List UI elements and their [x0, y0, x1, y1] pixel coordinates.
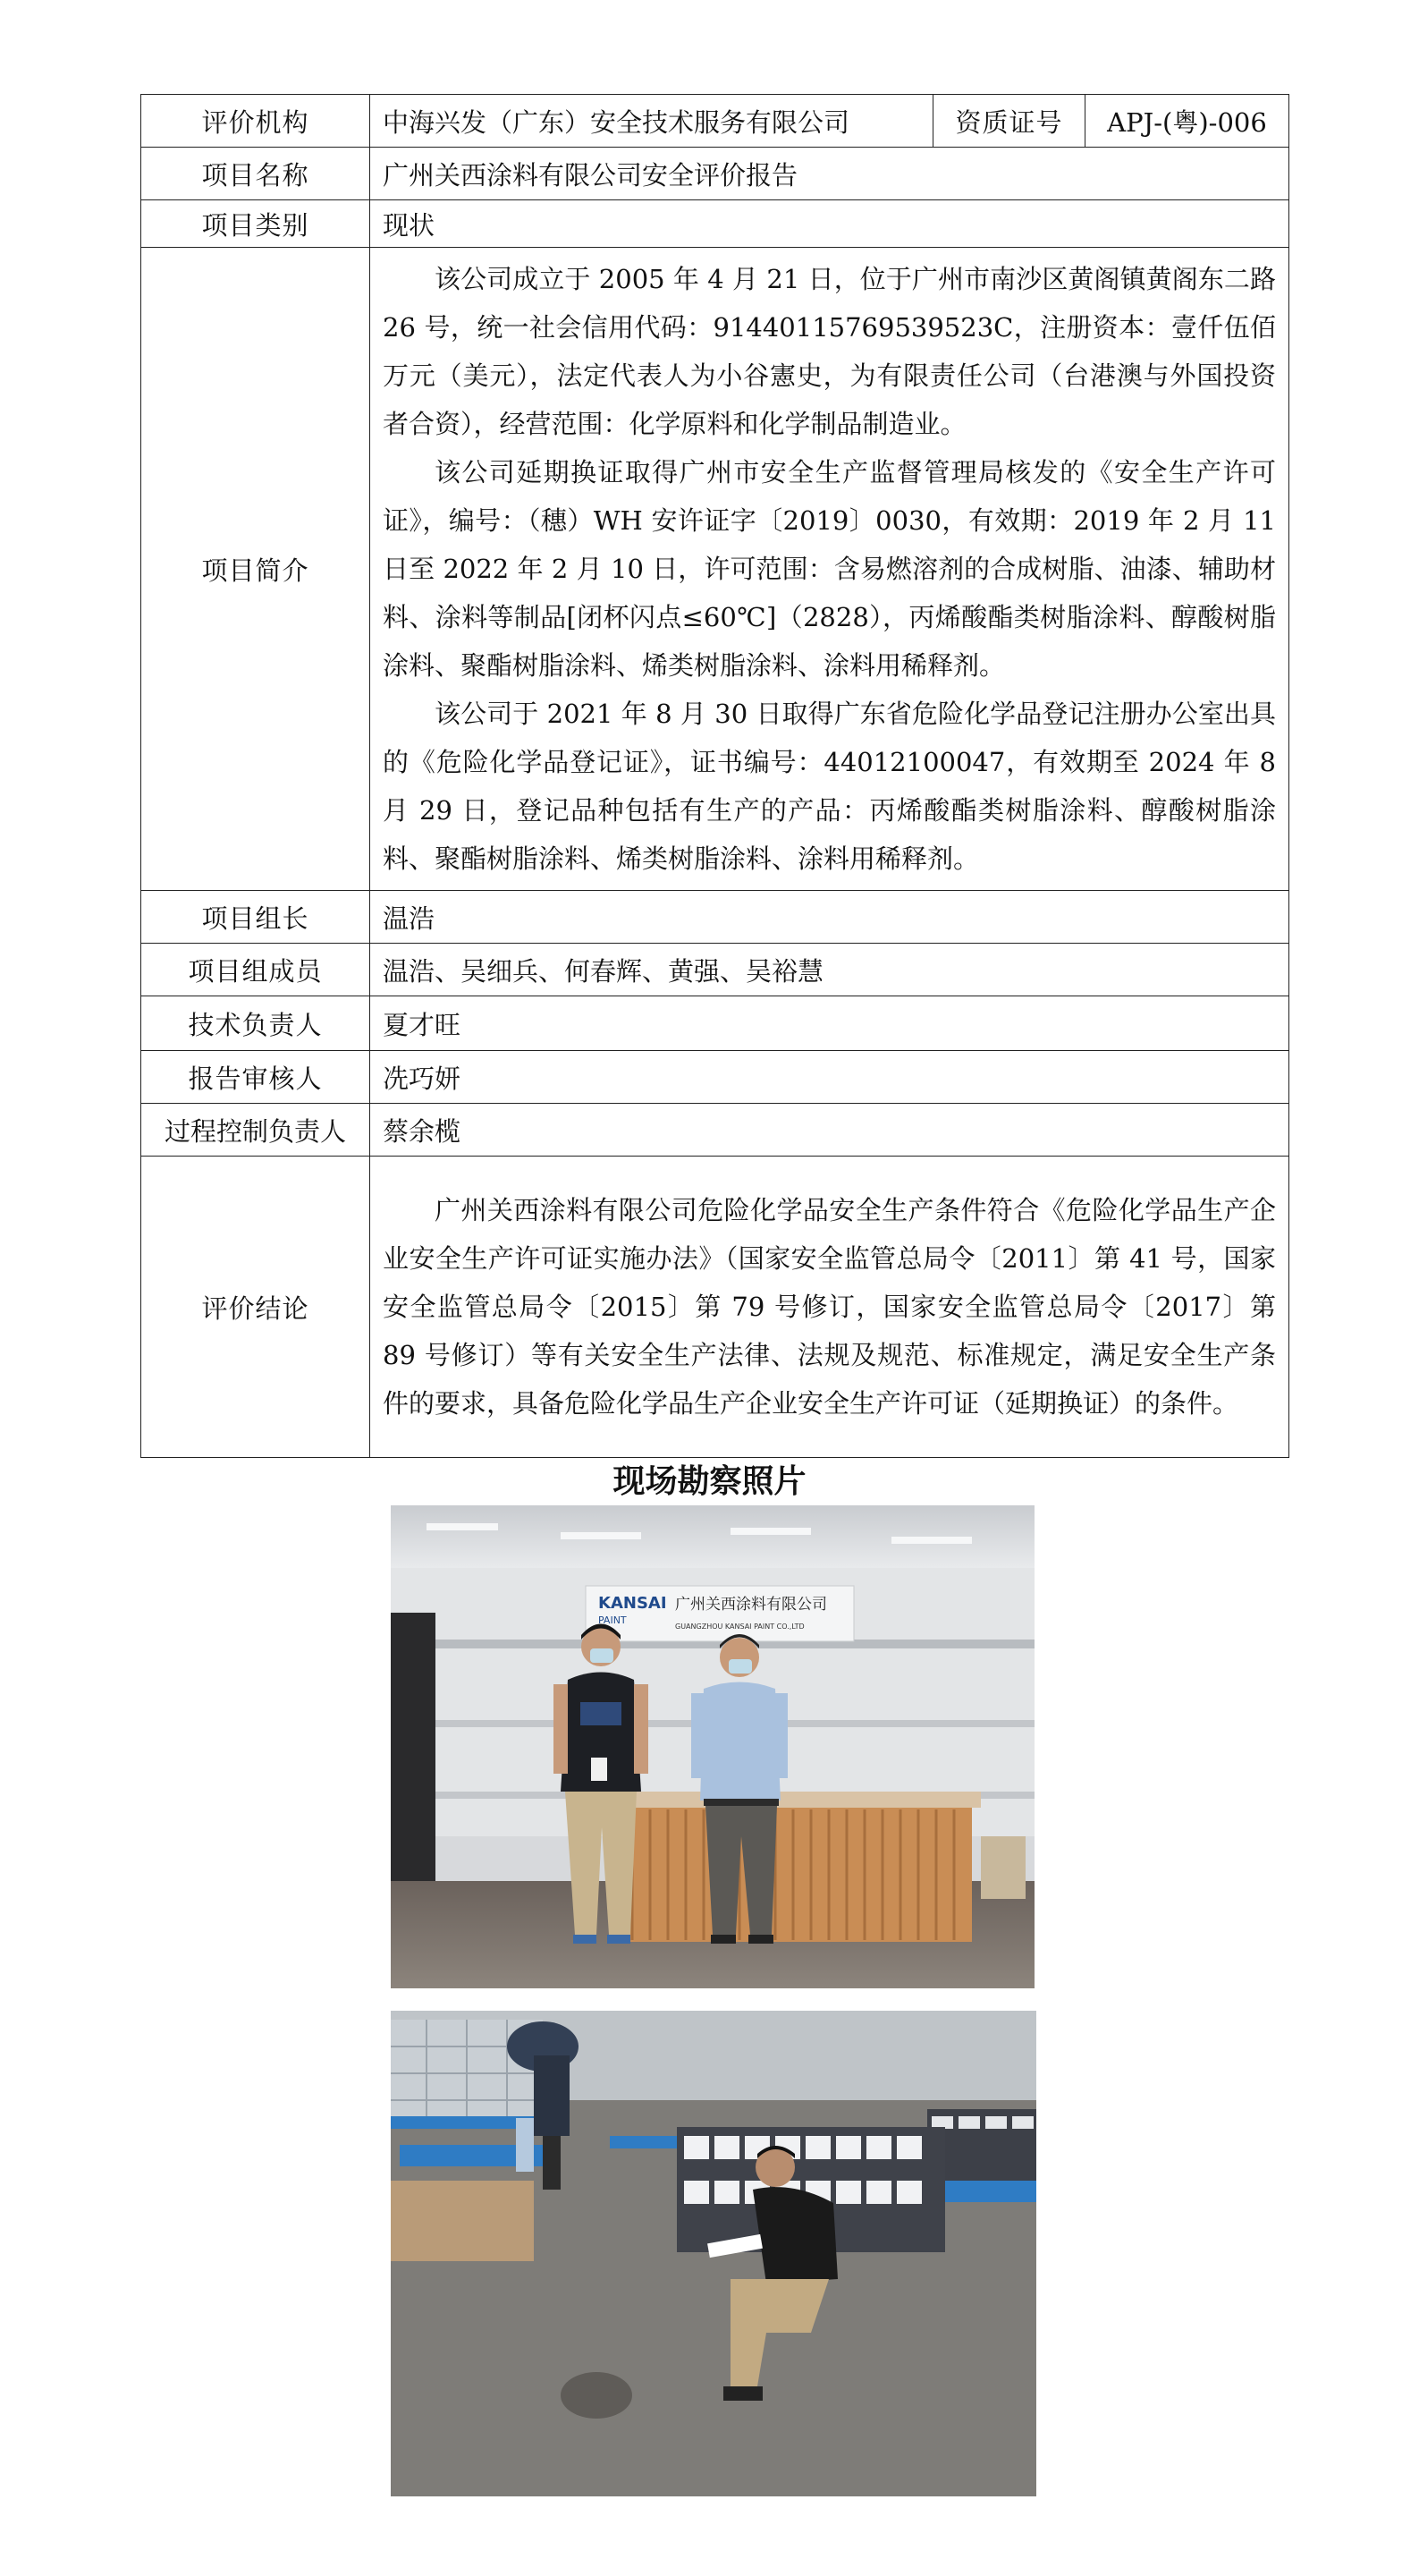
site-photo-reception: [391, 1505, 1035, 1988]
leader-label: 项目组长: [141, 891, 370, 944]
intro-paragraph-1: 该公司成立于 2005 年 4 月 21 日，位于广州市南沙区黄阁镇黄阁东二路 26 号，统一社会信用代码：91440115769539523C，注册资本：壹仟伍佰万元（美元），法定代表人为小谷憲史，为有限责任公司（台港澳与外国投资者合资），经营范围：化学原料和化学制品制造业。: [383, 264, 1276, 439]
table-row-type: [141, 200, 1289, 248]
reception-desk: [605, 1792, 1026, 1942]
cert-value: APJ-(粤)-006: [1085, 95, 1289, 148]
table-row-review: [141, 1051, 1289, 1104]
cardboard-sheet: [391, 2181, 534, 2261]
floor-stain: [561, 2372, 632, 2419]
type-value: 现状: [370, 200, 1289, 248]
conclusion-label: 评价结论: [141, 1157, 370, 1458]
name-value: 广州关西涂料有限公司安全评价报告: [370, 148, 1289, 200]
reception-photo-illustration: [391, 1505, 1035, 1988]
review-value: 冼巧妍: [370, 1051, 1289, 1104]
table-row-process: [141, 1104, 1289, 1157]
name-label: 项目名称: [141, 148, 370, 200]
report-info-table: [140, 94, 1289, 1458]
members-value: 温浩、吴细兵、何春辉、黄强、吴裕慧: [370, 944, 1289, 996]
members-label: 项目组成员: [141, 944, 370, 996]
table-row-tech: [141, 996, 1289, 1051]
table-row-org: [141, 95, 1289, 148]
conclusion-text: [370, 1157, 1289, 1458]
process-label: 过程控制负责人: [141, 1104, 370, 1157]
leader-value: 温浩: [370, 891, 1289, 944]
type-label: 项目类别: [141, 200, 370, 248]
tech-value: 夏才旺: [370, 996, 1289, 1051]
org-value: 中海兴发（广东）安全技术服务有限公司: [370, 95, 933, 148]
table-row-intro: [141, 248, 1289, 891]
tech-label: 技术负责人: [141, 996, 370, 1051]
table-row-leader: [141, 891, 1289, 944]
cert-label: 资质证号: [933, 95, 1085, 148]
review-label: 报告审核人: [141, 1051, 370, 1104]
photos-title: 现场勘察照片: [612, 1463, 807, 1500]
process-value: 蔡余榄: [370, 1104, 1289, 1157]
company-sign: [586, 1586, 854, 1641]
site-photo-warehouse: [391, 2011, 1036, 2496]
sign-cn: 广州关西涂料有限公司: [675, 1596, 827, 1614]
sign-en: GUANGZHOU KANSAI PAINT CO.,LTD: [675, 1623, 805, 1631]
intro-paragraph-2: 该公司延期换证取得广州市安全生产监督管理局核发的《安全生产许可证》，编号：（穗）WH 安许证字〔2019〕0030，有效期：2019 年 2 月 11 日至 2022 年 2 月 10 日，许可范围：含易燃溶剂的合成树脂、油漆、辅助材料、涂料等制品[闭杯闪点≤60℃]（2828），丙烯酸酯类树脂涂料、醇酸树脂涂料、聚酯树脂涂料、烯类树脂涂料、涂料用稀释剂。: [383, 457, 1276, 681]
intro-text: [370, 248, 1289, 891]
sign-brand-top: KANSAI: [598, 1594, 667, 1613]
intro-label: 项目简介: [141, 248, 370, 891]
intro-paragraph-3: 该公司于 2021 年 8 月 30 日取得广东省危险化学品登记注册办公室出具的《危险化学品登记证》，证书编号：44012100047，有效期至 2024 年 8 月 29 日，登记品种包括有生产的产品：丙烯酸酯类树脂涂料、醇酸树脂涂料、聚酯树脂涂料、烯类树脂涂料、涂料用稀释剂。: [383, 699, 1276, 874]
org-label: 评价机构: [141, 95, 370, 148]
table-row-conclusion: [141, 1157, 1289, 1458]
table-row-members: [141, 944, 1289, 996]
sign-brand-bottom: PAINT: [598, 1614, 627, 1626]
table-row-name: [141, 148, 1289, 200]
conclusion-paragraph: 广州关西涂料有限公司危险化学品安全生产条件符合《危险化学品生产企业安全生产许可证实施办法》（国家安全监管总局令〔2011〕第 41 号，国家安全监管总局令〔2015〕第 79 号修订，国家安全监管总局令〔2017〕第 89 号修订）等有关安全生产法律、法规及规范、标准规定，满足安全生产条件的要求，具备危险化学品生产企业安全生产许可证（延期换证）的条件。: [383, 1195, 1276, 1419]
warehouse-photo-illustration: [391, 2011, 1036, 2496]
